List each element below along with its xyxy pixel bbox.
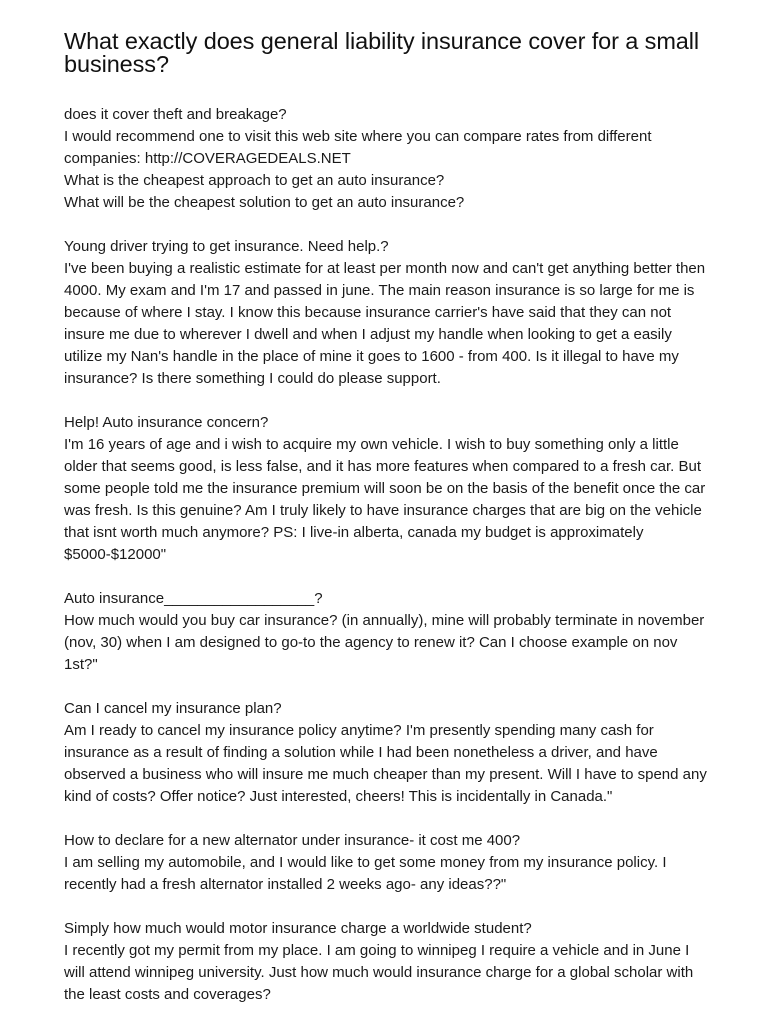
document-page xyxy=(64,30,714,1028)
question-heading: How to declare for a new alternator under insurance- it cost me 400? xyxy=(64,832,521,849)
question-heading: Simply how much would motor insurance charge a worldwide student? xyxy=(64,920,532,937)
document-title: What exactly does general liability insurance cover for a small business? xyxy=(64,28,700,77)
section-cancel-plan xyxy=(64,698,714,808)
section-worldwide-student xyxy=(64,918,714,1006)
question-body: How much would you buy car insurance? (in annually), mine will probably terminate in november (nov, 30) when I am designed to go-to the agency to renew it? Can I choose example on nov 1st?" xyxy=(64,612,709,673)
question-line: What will be the cheapest solution to get an auto insurance? xyxy=(64,194,465,211)
section-auto-insurance-blank xyxy=(64,588,714,676)
section-theft-breakage xyxy=(64,104,714,214)
question-heading: Auto insurance__________________? xyxy=(64,590,323,607)
section-auto-insurance-concern xyxy=(64,412,714,566)
question-heading: Young driver trying to get insurance. Need help.? xyxy=(64,238,389,255)
question-body: I am selling my automobile, and I would like to get some money from my insurance policy. I recently had a fresh alternator installed 2 weeks ago- any ideas??" xyxy=(64,854,671,893)
question-body: I recently got my permit from my place. I am going to winnipeg I require a vehicle and in June I will attend winnipeg university. Just how much would insurance charge for a global scholar with the least costs and coverages? xyxy=(64,942,698,1003)
question-body: I'm 16 years of age and i wish to acquire my own vehicle. I wish to buy something only a little older that seems good, is less false, and it has more features when compared to a fresh car. But some people told me the insurance premium will soon be on the basis of the benefit once the car was fresh. Is this genuine? Am I truly likely to have insurance charges that are big on the vehicle that isnt worth much anymore? PS: I live-in alberta, canada my budget is approximately $5000-$12000" xyxy=(64,436,710,563)
section-alternator-claim xyxy=(64,830,714,896)
section-young-driver xyxy=(64,236,714,390)
question-heading: Can I cancel my insurance plan? xyxy=(64,700,282,717)
question-line: does it cover theft and breakage? xyxy=(64,106,287,123)
question-body: I've been buying a realistic estimate for at least per month now and can't get anything better then 4000. My exam and I'm 17 and passed in june. The main reason insurance is so large for me is because of where I stay. I know this because insurance carrier's have said that they can not insure me due to wherever I dwell and when I adjust my handle when looking to get a easily utilize my Nan's handle in the place of mine it goes to 1600 - from 400. Is it illegal to have my insurance? Is there something I could do please support. xyxy=(64,260,710,387)
question-body: Am I ready to cancel my insurance policy anytime? I'm presently spending many cash for insurance as a result of finding a solution while I had been nonetheless a driver, and have observed a business who will insure me much cheaper than my present. Will I have to spend any kind of costs? Offer notice? Just interested, cheers! This is incidentally in Canada." xyxy=(64,722,711,805)
question-line: What is the cheapest approach to get an auto insurance? xyxy=(64,172,445,189)
question-heading: Help! Auto insurance concern? xyxy=(64,414,269,431)
body-line: I would recommend one to visit this web site where you can compare rates from different companies: http://COVERAGEDEALS.NET xyxy=(64,128,656,167)
